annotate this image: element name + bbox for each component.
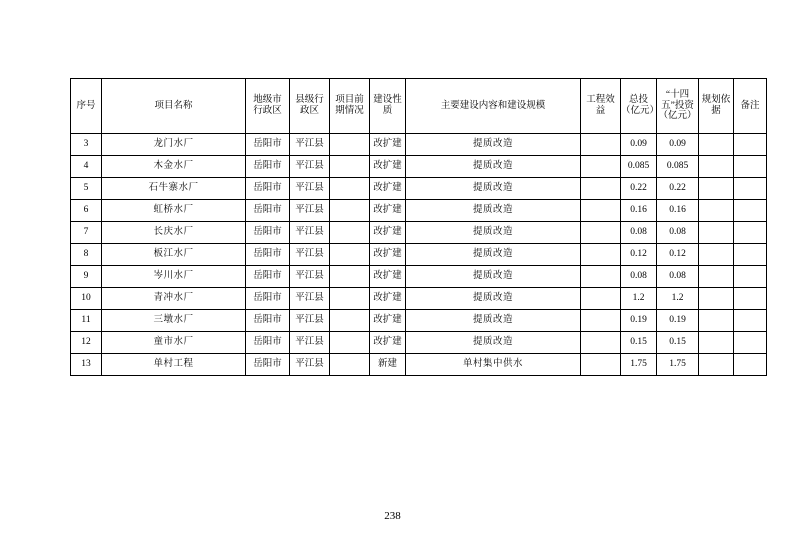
cell-type: 改扩建 [370,288,406,310]
cell-seq: 9 [71,266,102,288]
cell-name: 龙门水厂 [102,134,246,156]
cell-type: 改扩建 [370,266,406,288]
cell-seq: 12 [71,332,102,354]
cell-type: 新建 [370,354,406,376]
cell-benefit [581,310,621,332]
cell-content: 提质改造 [406,200,581,222]
cell-county: 平江县 [290,222,330,244]
cell-city: 岳阳市 [246,354,290,376]
cell-stage [330,200,370,222]
cell-benefit [581,332,621,354]
cell-content: 单村集中供水 [406,354,581,376]
cell-type: 改扩建 [370,134,406,156]
cell-remark [734,266,767,288]
cell-city: 岳阳市 [246,244,290,266]
cell-remark [734,222,767,244]
cell-remark [734,200,767,222]
cell-county: 平江县 [290,354,330,376]
cell-county: 平江县 [290,244,330,266]
cell-county: 平江县 [290,178,330,200]
cell-city: 岳阳市 [246,178,290,200]
cell-name: 童市水厂 [102,332,246,354]
table-row [71,288,767,310]
cell-name: 单村工程 [102,354,246,376]
cell-seq: 7 [71,222,102,244]
cell-city: 岳阳市 [246,332,290,354]
project-table [70,78,767,376]
cell-remark [734,134,767,156]
table-body [71,134,767,376]
cell-content: 提质改造 [406,332,581,354]
cell-benefit [581,178,621,200]
cell-content: 提质改造 [406,222,581,244]
cell-total: 0.08 [621,222,657,244]
cell-plan [699,354,734,376]
cell-stage [330,134,370,156]
cell-city: 岳阳市 [246,266,290,288]
cell-benefit [581,222,621,244]
cell-seq: 13 [71,354,102,376]
cell-content: 提质改造 [406,244,581,266]
cell-stage [330,178,370,200]
column-header-name: 项目名称 [102,79,246,134]
column-header-plan: 规划依 据 [699,79,734,134]
cell-stage [330,332,370,354]
cell-invest: 1.75 [657,354,699,376]
table-header [71,79,767,134]
cell-remark [734,288,767,310]
table-row [71,310,767,332]
cell-seq: 3 [71,134,102,156]
cell-benefit [581,200,621,222]
cell-total: 0.19 [621,310,657,332]
cell-city: 岳阳市 [246,222,290,244]
column-header-stage: 项目前 期情况 [330,79,370,134]
cell-county: 平江县 [290,332,330,354]
cell-benefit [581,156,621,178]
cell-remark [734,156,767,178]
cell-invest: 0.19 [657,310,699,332]
cell-invest: 0.12 [657,244,699,266]
cell-invest: 0.16 [657,200,699,222]
table-row [71,266,767,288]
cell-plan [699,134,734,156]
cell-type: 改扩建 [370,222,406,244]
cell-county: 平江县 [290,200,330,222]
table-row [71,178,767,200]
cell-plan [699,244,734,266]
cell-stage [330,354,370,376]
cell-invest: 0.15 [657,332,699,354]
cell-name: 板江水厂 [102,244,246,266]
cell-remark [734,178,767,200]
cell-seq: 6 [71,200,102,222]
table-row [71,156,767,178]
cell-seq: 4 [71,156,102,178]
table-row [71,222,767,244]
cell-county: 平江县 [290,134,330,156]
cell-invest: 0.09 [657,134,699,156]
cell-city: 岳阳市 [246,200,290,222]
cell-plan [699,178,734,200]
cell-benefit [581,266,621,288]
cell-county: 平江县 [290,266,330,288]
cell-benefit [581,288,621,310]
cell-name: 长庆水厂 [102,222,246,244]
cell-plan [699,310,734,332]
cell-invest: 0.22 [657,178,699,200]
table-row [71,134,767,156]
cell-content: 提质改造 [406,266,581,288]
cell-total: 1.2 [621,288,657,310]
cell-city: 岳阳市 [246,156,290,178]
cell-seq: 5 [71,178,102,200]
cell-plan [699,266,734,288]
cell-county: 平江县 [290,310,330,332]
cell-total: 0.085 [621,156,657,178]
cell-name: 青冲水厂 [102,288,246,310]
column-header-type: 建设性 质 [370,79,406,134]
cell-benefit [581,354,621,376]
cell-invest: 0.085 [657,156,699,178]
cell-stage [330,310,370,332]
column-header-city: 地级市 行政区 [246,79,290,134]
cell-invest: 1.2 [657,288,699,310]
cell-plan [699,222,734,244]
cell-total: 0.15 [621,332,657,354]
cell-seq: 11 [71,310,102,332]
project-table-container [70,78,760,376]
cell-plan [699,200,734,222]
cell-remark [734,310,767,332]
table-row [71,200,767,222]
cell-stage [330,244,370,266]
cell-total: 0.09 [621,134,657,156]
cell-remark [734,244,767,266]
table-row [71,332,767,354]
cell-type: 改扩建 [370,178,406,200]
cell-name: 岑川水厂 [102,266,246,288]
table-row [71,354,767,376]
column-header-county: 县级行 政区 [290,79,330,134]
page-number: 238 [384,510,401,522]
cell-type: 改扩建 [370,332,406,354]
column-header-remark: 备注 [734,79,767,134]
cell-city: 岳阳市 [246,134,290,156]
cell-name: 虹桥水厂 [102,200,246,222]
cell-type: 改扩建 [370,156,406,178]
cell-total: 0.12 [621,244,657,266]
cell-plan [699,288,734,310]
cell-content: 提质改造 [406,178,581,200]
table-header-row [71,79,767,134]
cell-invest: 0.08 [657,222,699,244]
cell-content: 提质改造 [406,310,581,332]
cell-plan [699,332,734,354]
cell-type: 改扩建 [370,310,406,332]
cell-county: 平江县 [290,156,330,178]
cell-remark [734,332,767,354]
cell-stage [330,266,370,288]
column-header-invest: “十四 五”投资 （亿元） [657,79,699,134]
cell-city: 岳阳市 [246,310,290,332]
cell-type: 改扩建 [370,244,406,266]
cell-type: 改扩建 [370,200,406,222]
cell-county: 平江县 [290,288,330,310]
cell-remark [734,354,767,376]
cell-content: 提质改造 [406,288,581,310]
cell-total: 0.08 [621,266,657,288]
cell-benefit [581,134,621,156]
cell-content: 提质改造 [406,156,581,178]
column-header-seq: 序号 [71,79,102,134]
cell-content: 提质改造 [406,134,581,156]
cell-total: 1.75 [621,354,657,376]
cell-stage [330,222,370,244]
cell-seq: 10 [71,288,102,310]
column-header-benefit: 工程效 益 [581,79,621,134]
cell-total: 0.22 [621,178,657,200]
cell-seq: 8 [71,244,102,266]
cell-stage [330,288,370,310]
cell-stage [330,156,370,178]
cell-name: 三墩水厂 [102,310,246,332]
cell-name: 木金水厂 [102,156,246,178]
cell-city: 岳阳市 [246,288,290,310]
cell-total: 0.16 [621,200,657,222]
table-row [71,244,767,266]
column-header-total: 总投 （亿元） [621,79,657,134]
cell-invest: 0.08 [657,266,699,288]
column-header-content: 主要建设内容和建设规模 [406,79,581,134]
cell-plan [699,156,734,178]
cell-name: 石牛寨水厂 [102,178,246,200]
cell-benefit [581,244,621,266]
